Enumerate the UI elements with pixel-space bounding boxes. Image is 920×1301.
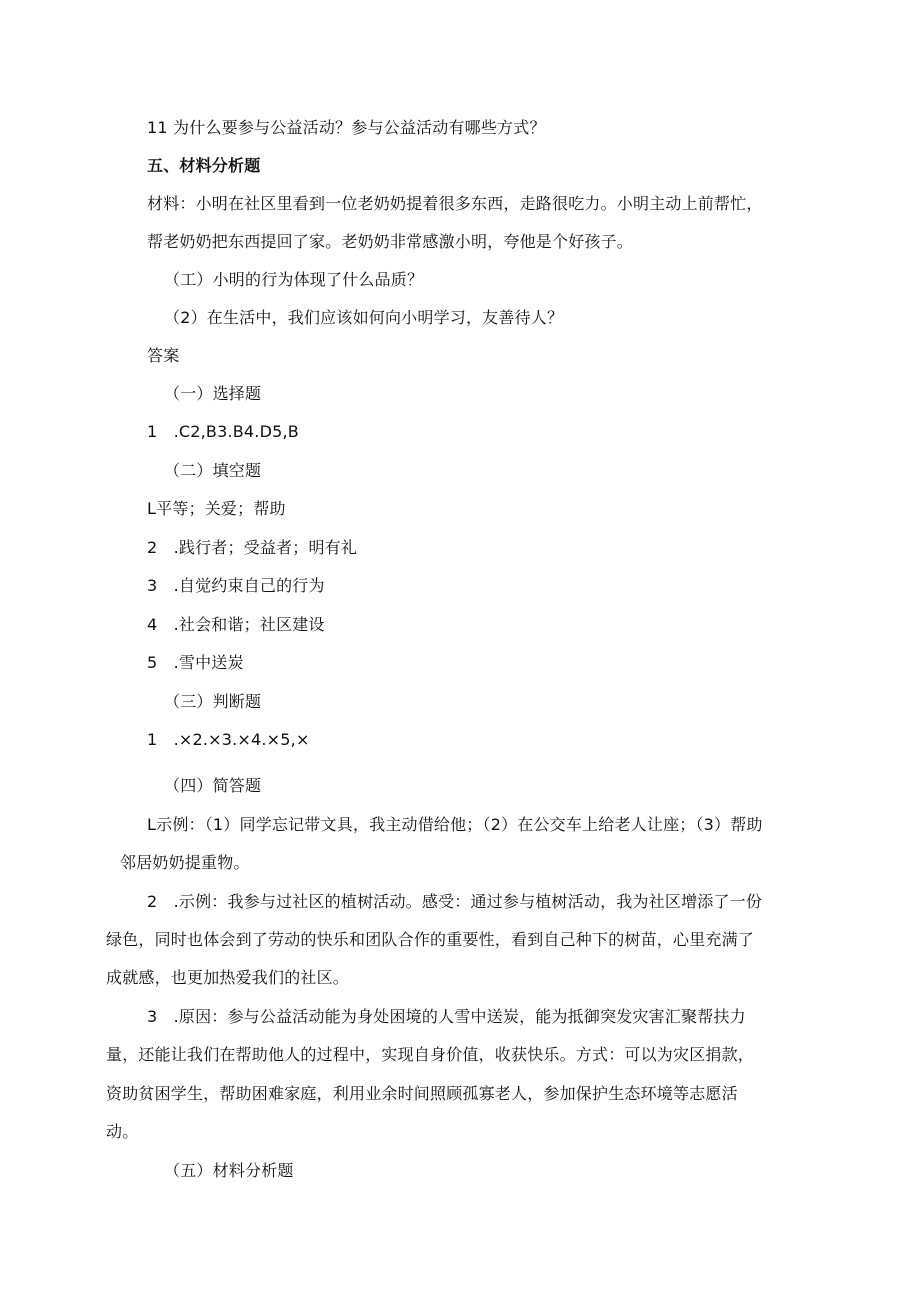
material-text-line-1: 材料：小明在社区里看到一位老奶奶提着很多东西，走路很吃力。小明主动上前帮忙， bbox=[147, 194, 763, 213]
answer-material-title: （五）材料分析题 bbox=[164, 1161, 294, 1180]
answer-short-3-line-1: 3 .原因：参与公益活动能为身处困境的人雪中送炭，能为抵御突发灾害汇聚帮扶力 bbox=[147, 1007, 746, 1026]
answer-fill-title: （二）填空题 bbox=[164, 461, 262, 480]
answer-short-2-line-3: 成就感，也更加热爱我们的社区。 bbox=[106, 968, 350, 987]
answer-short-1-line-1: L示例：（1）同学忘记带文具，我主动借给他；（2）在公交车上给老人让座；（3）帮助 bbox=[147, 815, 763, 834]
section-title-material-analysis: 五、材料分析题 bbox=[147, 156, 261, 175]
material-text-line-2: 帮老奶奶把东西提回了家。老奶奶非常感激小明，夸他是个好孩子。 bbox=[147, 232, 634, 251]
answer-short-2-line-1: 2 .示例：我参与过社区的植树活动。感受：通过参与植树活动，我为社区增添了一份 bbox=[147, 892, 763, 911]
answer-short-1-line-2: 邻居奶奶提重物。 bbox=[120, 853, 250, 872]
answer-choice: 1 .C2,B3.B4.D5,B bbox=[147, 422, 299, 441]
answer-fill-2: 2 .践行者；受益者；明有礼 bbox=[147, 538, 358, 557]
answer-fill-1: L平等；关爱；帮助 bbox=[147, 499, 286, 518]
sub-question-2: （2）在生活中，我们应该如何向小明学习，友善待人？ bbox=[164, 308, 564, 327]
answer-judge-title: （三）判断题 bbox=[164, 692, 262, 711]
question-11: 11 为什么要参与公益活动？参与公益活动有哪些方式？ bbox=[147, 118, 546, 137]
answer-short-3-line-4: 动。 bbox=[106, 1122, 139, 1141]
answer-choice-title: （一）选择题 bbox=[164, 384, 262, 403]
answer-short-2-line-2: 绿色，同时也体会到了劳动的快乐和团队合作的重要性，看到自己种下的树苗，心里充满了 bbox=[106, 930, 755, 949]
answer-short-3-line-3: 资助贫困学生，帮助困难家庭，利用业余时间照顾孤寡老人，参加保护生态环境等志愿活 bbox=[106, 1084, 738, 1103]
answer-short-title: （四）简答题 bbox=[164, 776, 262, 795]
sub-question-1: （工）小明的行为体现了什么品质？ bbox=[164, 270, 424, 289]
answer-fill-5: 5 .雪中送炭 bbox=[147, 653, 244, 672]
answer-fill-4: 4 .社会和谐；社区建设 bbox=[147, 615, 325, 634]
answer-title: 答案 bbox=[147, 346, 180, 365]
answer-judge: 1 .×2.×3.×4.×5,× bbox=[147, 730, 310, 749]
answer-short-3-line-2: 量，还能让我们在帮助他人的过程中，实现自身价值，收获快乐。方式：可以为灾区捐款， bbox=[106, 1045, 755, 1064]
answer-fill-3: 3 .自觉约束自己的行为 bbox=[147, 576, 325, 595]
